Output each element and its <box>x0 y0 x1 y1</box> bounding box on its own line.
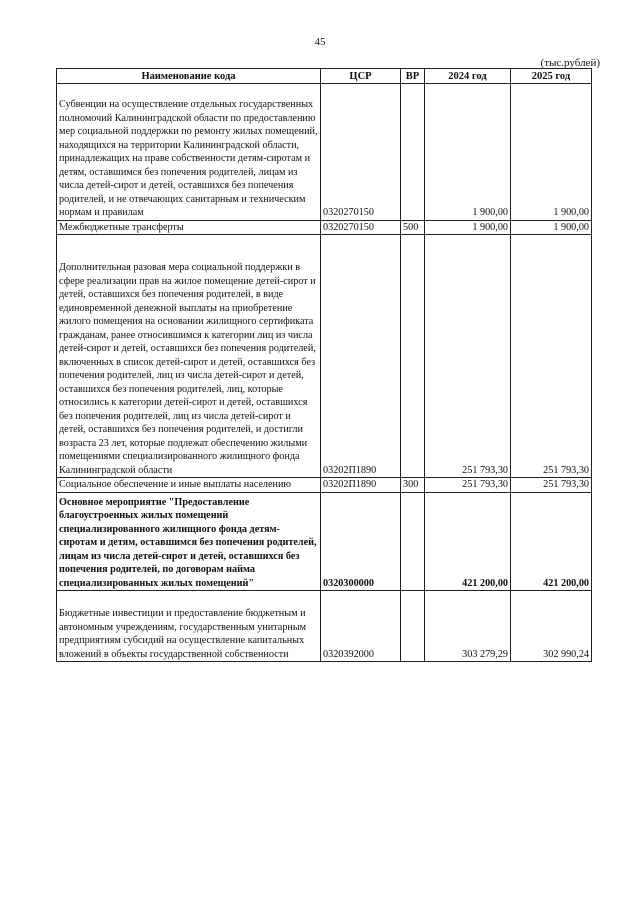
units-label: (тыс.рублей) <box>540 57 600 69</box>
row-csr: 0320270150 <box>321 84 401 221</box>
table-header-row <box>57 69 592 84</box>
row-csr: 03202П1890 <box>321 235 401 478</box>
row-2024: 251 793,30 <box>425 478 511 493</box>
page-number: 45 <box>314 36 326 48</box>
row-name: Бюджетные инвестиции и предоставление бюджетным и автономным учреждениям, государственным унитарным предприятиям субсидий на осуществление капитальных вложений в объекты государственной собственности <box>57 591 321 662</box>
row-name: Межбюджетные трансферты <box>57 220 321 235</box>
table-row <box>57 235 592 478</box>
row-2025: 302 990,24 <box>511 591 592 662</box>
row-2024: 303 279,29 <box>425 591 511 662</box>
row-2024: 251 793,30 <box>425 235 511 478</box>
row-csr: 0320270150 <box>321 220 401 235</box>
row-2025: 1 900,00 <box>511 220 592 235</box>
table-row <box>57 478 592 493</box>
row-name: Субвенции на осуществление отдельных государственных полномочий Калининградской области по предоставлению мер социальной поддержки по ремонту жилых помещений, находящихся на территории Калининградской области, принадлежащих на праве собственности детям-сиротам и детям, оставшимся без попечения родителей, лицам из числа детей-сирот и детей, оставшихся без попечения родителей, и не отвечающих санитарным и техническим нормам и правилам <box>57 84 321 221</box>
row-2025: 421 200,00 <box>511 492 592 591</box>
row-2024: 1 900,00 <box>425 220 511 235</box>
row-name: Основное мероприятие "Предоставление благоустроенных жилых помещений специализированного жилищного фонда детям-сиротам и детям, оставшимся без попечения родителей, лицам из числа детей-сирот и детей, оставшихся без попечения родителей, по договорам найма специализированных жилых помещений" <box>57 492 321 591</box>
header-2025: 2025 год <box>511 69 592 84</box>
row-vr <box>401 235 425 478</box>
row-2025: 251 793,30 <box>511 235 592 478</box>
row-2025: 251 793,30 <box>511 478 592 493</box>
row-vr <box>401 84 425 221</box>
row-2025: 1 900,00 <box>511 84 592 221</box>
table-row <box>57 84 592 221</box>
row-name: Дополнительная разовая мера социальной поддержки в сфере реализации прав на жилое помещение детей-сирот и детей, оставшихся без попечения родителей, в виде единовременной денежной выплаты на приобретение жилого помещения на основании жилищного сертификата гражданам, ранее относившимся к категории лиц из числа детей-сирот и детей, оставшихся без попечения родителей, включенных в список детей-сирот и детей, оставшихся без попечения родителей, лиц из числа детей-сирот и детей, оставшихся без попечения родителей, лиц, которые относились к категории детей-сирот и детей, оставшихся без попечения родителей, лиц из числа детей-сирот и детей, оставшихся без попечения родителей, и достигли возраста 23 лет, которые подлежат обеспечению жилыми помещениями специализированного жилищного фонда Калининградской области <box>57 235 321 478</box>
header-vr: ВР <box>401 69 425 84</box>
budget-table <box>56 68 592 662</box>
header-csr: ЦСР <box>321 69 401 84</box>
table-row <box>57 591 592 662</box>
row-csr: 0320392000 <box>321 591 401 662</box>
table-row <box>57 492 592 591</box>
row-vr <box>401 492 425 591</box>
header-2024: 2024 год <box>425 69 511 84</box>
row-name: Социальное обеспечение и иные выплаты населению <box>57 478 321 493</box>
row-csr: 03202П1890 <box>321 478 401 493</box>
table-row <box>57 220 592 235</box>
row-csr: 0320300000 <box>321 492 401 591</box>
row-2024: 421 200,00 <box>425 492 511 591</box>
row-2024: 1 900,00 <box>425 84 511 221</box>
header-name: Наименование кода <box>57 69 321 84</box>
row-vr: 500 <box>401 220 425 235</box>
row-vr: 300 <box>401 478 425 493</box>
row-vr <box>401 591 425 662</box>
